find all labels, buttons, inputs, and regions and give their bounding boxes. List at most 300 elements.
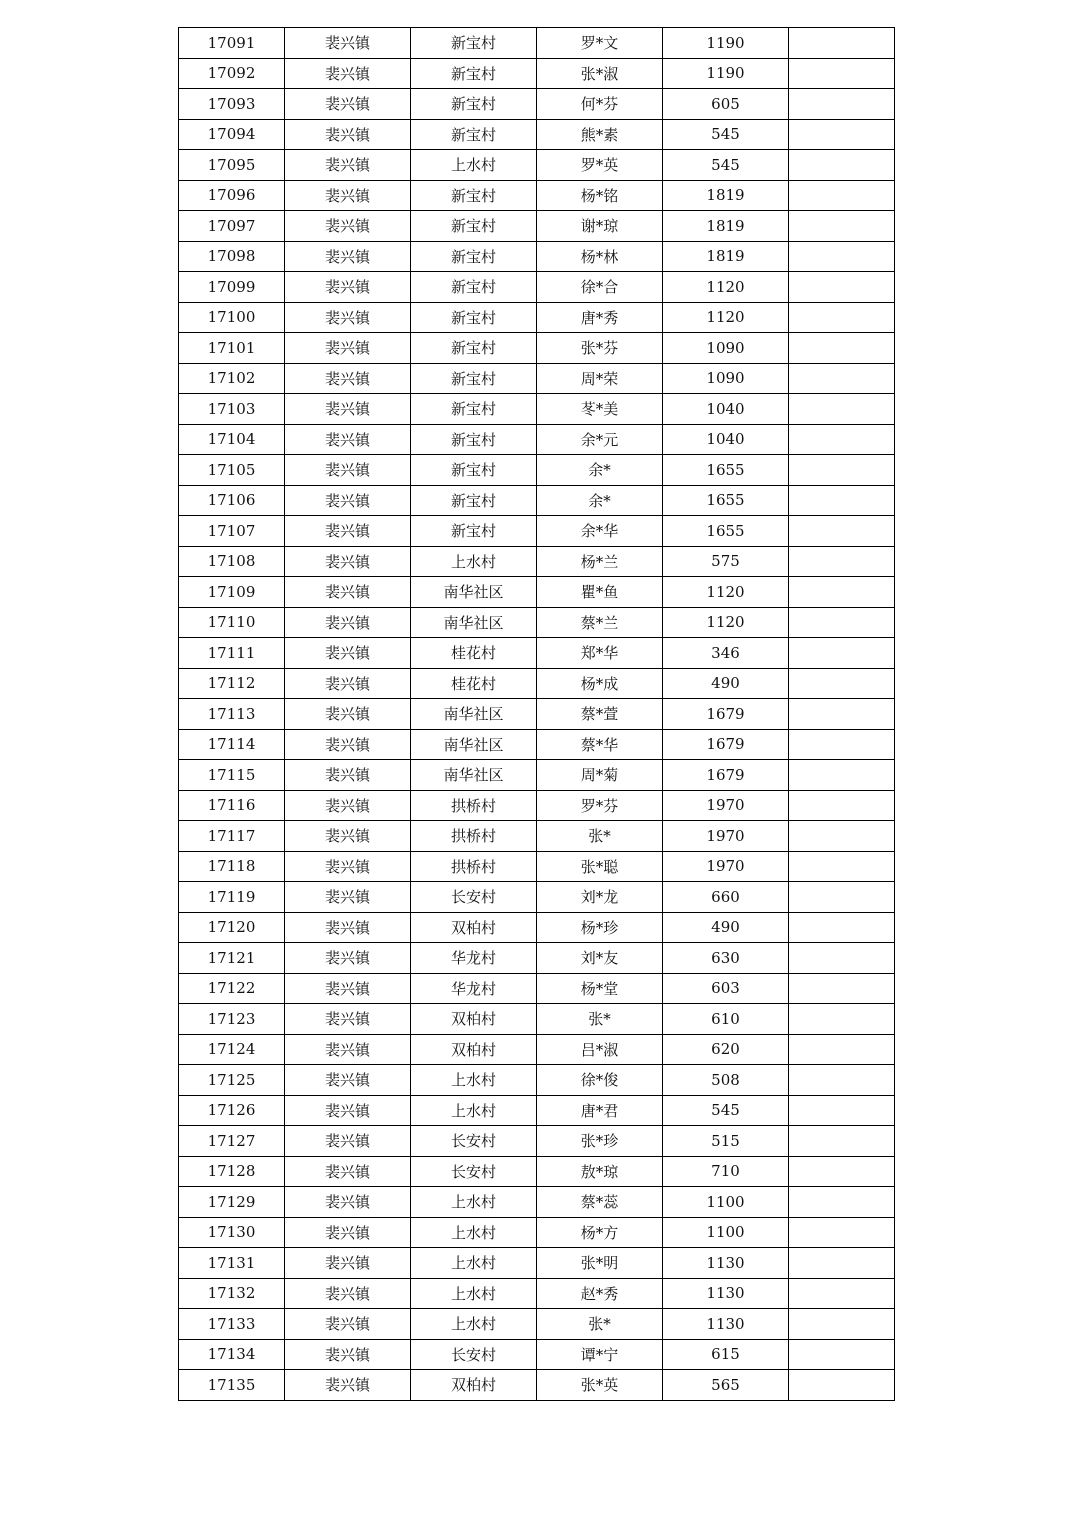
town-cell: 裴兴镇: [285, 58, 411, 89]
town-cell: 裴兴镇: [285, 973, 411, 1004]
village-cell: 新宝村: [411, 211, 537, 242]
town-cell: 裴兴镇: [285, 1187, 411, 1218]
record-number-cell: 17129: [179, 1187, 285, 1218]
table-row: [179, 302, 895, 333]
remark-cell: [789, 119, 895, 150]
name-cell: 罗*芬: [537, 790, 663, 821]
record-number-cell: 17130: [179, 1217, 285, 1248]
town-cell: 裴兴镇: [285, 119, 411, 150]
record-number-cell: 17092: [179, 58, 285, 89]
records-table-body: [179, 28, 895, 1401]
amount-cell: 1190: [663, 58, 789, 89]
record-number-cell: 17132: [179, 1278, 285, 1309]
remark-cell: [789, 607, 895, 638]
name-cell: 张*珍: [537, 1126, 663, 1157]
village-cell: 拱桥村: [411, 790, 537, 821]
amount-cell: 620: [663, 1034, 789, 1065]
village-cell: 长安村: [411, 1126, 537, 1157]
town-cell: 裴兴镇: [285, 150, 411, 181]
name-cell: 熊*素: [537, 119, 663, 150]
remark-cell: [789, 973, 895, 1004]
amount-cell: 565: [663, 1370, 789, 1401]
table-row: [179, 973, 895, 1004]
name-cell: 余*华: [537, 516, 663, 547]
record-number-cell: 17106: [179, 485, 285, 516]
village-cell: 双柏村: [411, 1370, 537, 1401]
name-cell: 杨*成: [537, 668, 663, 699]
amount-cell: 508: [663, 1065, 789, 1096]
table-row: [179, 699, 895, 730]
remark-cell: [789, 851, 895, 882]
record-number-cell: 17125: [179, 1065, 285, 1096]
amount-cell: 1679: [663, 760, 789, 791]
name-cell: 张*: [537, 821, 663, 852]
amount-cell: 1130: [663, 1309, 789, 1340]
town-cell: 裴兴镇: [285, 28, 411, 59]
name-cell: 何*芬: [537, 89, 663, 120]
name-cell: 唐*秀: [537, 302, 663, 333]
town-cell: 裴兴镇: [285, 1339, 411, 1370]
remark-cell: [789, 302, 895, 333]
town-cell: 裴兴镇: [285, 699, 411, 730]
amount-cell: 515: [663, 1126, 789, 1157]
village-cell: 桂花村: [411, 638, 537, 669]
record-number-cell: 17135: [179, 1370, 285, 1401]
village-cell: 上水村: [411, 1095, 537, 1126]
record-number-cell: 17119: [179, 882, 285, 913]
town-cell: 裴兴镇: [285, 1370, 411, 1401]
amount-cell: 1970: [663, 790, 789, 821]
table-row: [179, 607, 895, 638]
record-number-cell: 17108: [179, 546, 285, 577]
village-cell: 长安村: [411, 1339, 537, 1370]
amount-cell: 545: [663, 150, 789, 181]
amount-cell: 545: [663, 119, 789, 150]
record-number-cell: 17124: [179, 1034, 285, 1065]
remark-cell: [789, 455, 895, 486]
amount-cell: 575: [663, 546, 789, 577]
remark-cell: [789, 58, 895, 89]
amount-cell: 490: [663, 912, 789, 943]
remark-cell: [789, 1065, 895, 1096]
remark-cell: [789, 1156, 895, 1187]
name-cell: 吕*淑: [537, 1034, 663, 1065]
town-cell: 裴兴镇: [285, 821, 411, 852]
town-cell: 裴兴镇: [285, 516, 411, 547]
record-number-cell: 17105: [179, 455, 285, 486]
village-cell: 华龙村: [411, 943, 537, 974]
town-cell: 裴兴镇: [285, 424, 411, 455]
remark-cell: [789, 577, 895, 608]
town-cell: 裴兴镇: [285, 882, 411, 913]
name-cell: 罗*英: [537, 150, 663, 181]
remark-cell: [789, 89, 895, 120]
village-cell: 上水村: [411, 1217, 537, 1248]
record-number-cell: 17110: [179, 607, 285, 638]
village-cell: 新宝村: [411, 424, 537, 455]
record-number-cell: 17117: [179, 821, 285, 852]
remark-cell: [789, 333, 895, 364]
record-number-cell: 17093: [179, 89, 285, 120]
table-row: [179, 119, 895, 150]
amount-cell: 1040: [663, 424, 789, 455]
table-row: [179, 89, 895, 120]
remark-cell: [789, 638, 895, 669]
village-cell: 桂花村: [411, 668, 537, 699]
record-number-cell: 17133: [179, 1309, 285, 1340]
town-cell: 裴兴镇: [285, 1095, 411, 1126]
record-number-cell: 17101: [179, 333, 285, 364]
town-cell: 裴兴镇: [285, 1156, 411, 1187]
table-row: [179, 150, 895, 181]
table-row: [179, 668, 895, 699]
table-row: [179, 211, 895, 242]
remark-cell: [789, 1278, 895, 1309]
name-cell: 周*菊: [537, 760, 663, 791]
table-row: [179, 363, 895, 394]
name-cell: 郑*华: [537, 638, 663, 669]
amount-cell: 710: [663, 1156, 789, 1187]
remark-cell: [789, 1126, 895, 1157]
record-number-cell: 17098: [179, 241, 285, 272]
remark-cell: [789, 1309, 895, 1340]
record-number-cell: 17120: [179, 912, 285, 943]
town-cell: 裴兴镇: [285, 1126, 411, 1157]
record-number-cell: 17127: [179, 1126, 285, 1157]
record-number-cell: 17109: [179, 577, 285, 608]
record-number-cell: 17118: [179, 851, 285, 882]
amount-cell: 1120: [663, 577, 789, 608]
town-cell: 裴兴镇: [285, 89, 411, 120]
table-row: [179, 1034, 895, 1065]
remark-cell: [789, 394, 895, 425]
village-cell: 上水村: [411, 546, 537, 577]
record-number-cell: 17107: [179, 516, 285, 547]
name-cell: 赵*秀: [537, 1278, 663, 1309]
village-cell: 新宝村: [411, 516, 537, 547]
town-cell: 裴兴镇: [285, 638, 411, 669]
village-cell: 新宝村: [411, 394, 537, 425]
record-number-cell: 17123: [179, 1004, 285, 1035]
record-number-cell: 17103: [179, 394, 285, 425]
name-cell: 刘*龙: [537, 882, 663, 913]
amount-cell: 1655: [663, 516, 789, 547]
town-cell: 裴兴镇: [285, 912, 411, 943]
table-row: [179, 912, 895, 943]
town-cell: 裴兴镇: [285, 1004, 411, 1035]
village-cell: 南华社区: [411, 760, 537, 791]
town-cell: 裴兴镇: [285, 790, 411, 821]
name-cell: 蔡*兰: [537, 607, 663, 638]
remark-cell: [789, 1339, 895, 1370]
name-cell: 敖*琼: [537, 1156, 663, 1187]
village-cell: 南华社区: [411, 577, 537, 608]
table-row: [179, 516, 895, 547]
name-cell: 杨*铭: [537, 180, 663, 211]
town-cell: 裴兴镇: [285, 1065, 411, 1096]
record-number-cell: 17121: [179, 943, 285, 974]
town-cell: 裴兴镇: [285, 363, 411, 394]
amount-cell: 603: [663, 973, 789, 1004]
table-row: [179, 577, 895, 608]
records-table: [178, 27, 895, 1401]
amount-cell: 660: [663, 882, 789, 913]
record-number-cell: 17134: [179, 1339, 285, 1370]
table-row: [179, 729, 895, 760]
table-row: [179, 58, 895, 89]
name-cell: 刘*友: [537, 943, 663, 974]
town-cell: 裴兴镇: [285, 1217, 411, 1248]
record-number-cell: 17114: [179, 729, 285, 760]
record-number-cell: 17111: [179, 638, 285, 669]
town-cell: 裴兴镇: [285, 485, 411, 516]
table-row: [179, 180, 895, 211]
record-number-cell: 17104: [179, 424, 285, 455]
table-row: [179, 760, 895, 791]
town-cell: 裴兴镇: [285, 272, 411, 303]
table-row: [179, 424, 895, 455]
village-cell: 长安村: [411, 1156, 537, 1187]
record-number-cell: 17099: [179, 272, 285, 303]
remark-cell: [789, 211, 895, 242]
amount-cell: 1090: [663, 333, 789, 364]
village-cell: 上水村: [411, 1278, 537, 1309]
name-cell: 谭*宁: [537, 1339, 663, 1370]
amount-cell: 610: [663, 1004, 789, 1035]
village-cell: 新宝村: [411, 89, 537, 120]
record-number-cell: 17113: [179, 699, 285, 730]
amount-cell: 1120: [663, 607, 789, 638]
village-cell: 新宝村: [411, 180, 537, 211]
table-row: [179, 1187, 895, 1218]
table-row: [179, 1004, 895, 1035]
remark-cell: [789, 912, 895, 943]
town-cell: 裴兴镇: [285, 546, 411, 577]
amount-cell: 1679: [663, 699, 789, 730]
town-cell: 裴兴镇: [285, 180, 411, 211]
remark-cell: [789, 1187, 895, 1218]
name-cell: 张*: [537, 1004, 663, 1035]
remark-cell: [789, 1095, 895, 1126]
village-cell: 双柏村: [411, 1034, 537, 1065]
name-cell: 张*淑: [537, 58, 663, 89]
amount-cell: 1100: [663, 1217, 789, 1248]
amount-cell: 1819: [663, 211, 789, 242]
village-cell: 新宝村: [411, 241, 537, 272]
record-number-cell: 17122: [179, 973, 285, 1004]
amount-cell: 1655: [663, 485, 789, 516]
table-row: [179, 333, 895, 364]
remark-cell: [789, 699, 895, 730]
remark-cell: [789, 1004, 895, 1035]
village-cell: 上水村: [411, 1187, 537, 1218]
village-cell: 新宝村: [411, 333, 537, 364]
town-cell: 裴兴镇: [285, 1278, 411, 1309]
village-cell: 新宝村: [411, 28, 537, 59]
amount-cell: 1090: [663, 363, 789, 394]
remark-cell: [789, 241, 895, 272]
name-cell: 蔡*萱: [537, 699, 663, 730]
amount-cell: 1040: [663, 394, 789, 425]
name-cell: 张*明: [537, 1248, 663, 1279]
table-row: [179, 272, 895, 303]
remark-cell: [789, 729, 895, 760]
town-cell: 裴兴镇: [285, 577, 411, 608]
name-cell: 杨*珍: [537, 912, 663, 943]
table-row: [179, 1217, 895, 1248]
amount-cell: 1130: [663, 1248, 789, 1279]
name-cell: 罗*文: [537, 28, 663, 59]
name-cell: 徐*合: [537, 272, 663, 303]
village-cell: 新宝村: [411, 58, 537, 89]
village-cell: 华龙村: [411, 973, 537, 1004]
town-cell: 裴兴镇: [285, 1309, 411, 1340]
table-row: [179, 1278, 895, 1309]
name-cell: 余*: [537, 455, 663, 486]
table-row: [179, 1248, 895, 1279]
record-number-cell: 17115: [179, 760, 285, 791]
table-row: [179, 1126, 895, 1157]
amount-cell: 1655: [663, 455, 789, 486]
record-number-cell: 17126: [179, 1095, 285, 1126]
town-cell: 裴兴镇: [285, 1034, 411, 1065]
table-row: [179, 882, 895, 913]
village-cell: 上水村: [411, 150, 537, 181]
village-cell: 新宝村: [411, 119, 537, 150]
amount-cell: 1120: [663, 272, 789, 303]
record-number-cell: 17131: [179, 1248, 285, 1279]
table-row: [179, 1065, 895, 1096]
town-cell: 裴兴镇: [285, 302, 411, 333]
name-cell: 苳*美: [537, 394, 663, 425]
village-cell: 新宝村: [411, 302, 537, 333]
town-cell: 裴兴镇: [285, 1248, 411, 1279]
village-cell: 双柏村: [411, 1004, 537, 1035]
village-cell: 南华社区: [411, 607, 537, 638]
amount-cell: 1970: [663, 851, 789, 882]
record-number-cell: 17091: [179, 28, 285, 59]
table-row: [179, 1370, 895, 1401]
remark-cell: [789, 668, 895, 699]
remark-cell: [789, 821, 895, 852]
amount-cell: 1819: [663, 241, 789, 272]
name-cell: 张*: [537, 1309, 663, 1340]
table-row: [179, 851, 895, 882]
table-row: [179, 394, 895, 425]
town-cell: 裴兴镇: [285, 851, 411, 882]
remark-cell: [789, 516, 895, 547]
town-cell: 裴兴镇: [285, 241, 411, 272]
name-cell: 余*元: [537, 424, 663, 455]
village-cell: 上水村: [411, 1248, 537, 1279]
table-row: [179, 821, 895, 852]
record-number-cell: 17128: [179, 1156, 285, 1187]
amount-cell: 1819: [663, 180, 789, 211]
table-row: [179, 1339, 895, 1370]
village-cell: 新宝村: [411, 272, 537, 303]
remark-cell: [789, 424, 895, 455]
record-number-cell: 17096: [179, 180, 285, 211]
amount-cell: 605: [663, 89, 789, 120]
remark-cell: [789, 943, 895, 974]
name-cell: 徐*俊: [537, 1065, 663, 1096]
village-cell: 拱桥村: [411, 851, 537, 882]
record-number-cell: 17097: [179, 211, 285, 242]
village-cell: 长安村: [411, 882, 537, 913]
name-cell: 杨*林: [537, 241, 663, 272]
table-row: [179, 1309, 895, 1340]
name-cell: 张*英: [537, 1370, 663, 1401]
amount-cell: 545: [663, 1095, 789, 1126]
village-cell: 南华社区: [411, 699, 537, 730]
table-row: [179, 485, 895, 516]
remark-cell: [789, 546, 895, 577]
table-row: [179, 790, 895, 821]
remark-cell: [789, 1370, 895, 1401]
village-cell: 双柏村: [411, 912, 537, 943]
remark-cell: [789, 150, 895, 181]
village-cell: 南华社区: [411, 729, 537, 760]
amount-cell: 1679: [663, 729, 789, 760]
village-cell: 上水村: [411, 1065, 537, 1096]
remark-cell: [789, 1217, 895, 1248]
table-row: [179, 943, 895, 974]
amount-cell: 490: [663, 668, 789, 699]
name-cell: 蔡*华: [537, 729, 663, 760]
name-cell: 唐*君: [537, 1095, 663, 1126]
town-cell: 裴兴镇: [285, 668, 411, 699]
name-cell: 张*聪: [537, 851, 663, 882]
remark-cell: [789, 28, 895, 59]
name-cell: 杨*兰: [537, 546, 663, 577]
town-cell: 裴兴镇: [285, 943, 411, 974]
record-number-cell: 17102: [179, 363, 285, 394]
amount-cell: 615: [663, 1339, 789, 1370]
remark-cell: [789, 485, 895, 516]
town-cell: 裴兴镇: [285, 333, 411, 364]
name-cell: 蔡*蕊: [537, 1187, 663, 1218]
record-number-cell: 17094: [179, 119, 285, 150]
table-row: [179, 241, 895, 272]
name-cell: 余*: [537, 485, 663, 516]
amount-cell: 1970: [663, 821, 789, 852]
record-number-cell: 17100: [179, 302, 285, 333]
name-cell: 瞿*鱼: [537, 577, 663, 608]
table-row: [179, 638, 895, 669]
name-cell: 谢*琼: [537, 211, 663, 242]
record-number-cell: 17095: [179, 150, 285, 181]
name-cell: 杨*方: [537, 1217, 663, 1248]
name-cell: 张*芬: [537, 333, 663, 364]
name-cell: 杨*堂: [537, 973, 663, 1004]
table-row: [179, 455, 895, 486]
town-cell: 裴兴镇: [285, 394, 411, 425]
name-cell: 周*荣: [537, 363, 663, 394]
remark-cell: [789, 272, 895, 303]
table-row: [179, 1156, 895, 1187]
amount-cell: 1130: [663, 1278, 789, 1309]
remark-cell: [789, 882, 895, 913]
record-number-cell: 17112: [179, 668, 285, 699]
table-row: [179, 546, 895, 577]
record-number-cell: 17116: [179, 790, 285, 821]
village-cell: 新宝村: [411, 485, 537, 516]
amount-cell: 1120: [663, 302, 789, 333]
village-cell: 新宝村: [411, 363, 537, 394]
remark-cell: [789, 1034, 895, 1065]
amount-cell: 1190: [663, 28, 789, 59]
amount-cell: 346: [663, 638, 789, 669]
